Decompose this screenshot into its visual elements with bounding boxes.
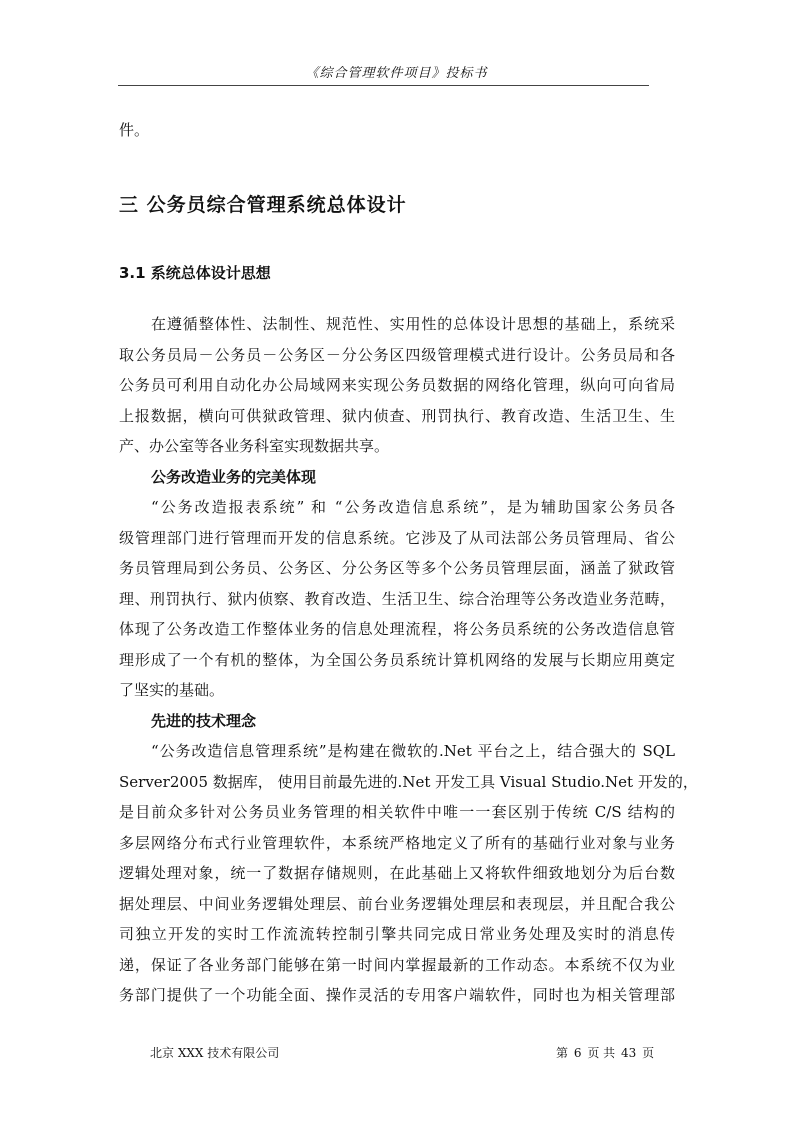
- running-header-title: 《综合管理软件项目》投标书: [305, 66, 488, 81]
- para1-line: 在遵循整体性、法制性、规范性、实用性的总体设计思想的基础上，系统采: [151, 315, 675, 333]
- header-rule: [118, 85, 649, 86]
- para2-line: 务员管理局到公务员、公务区、分公务区等多个公务员管理层面，涵盖了狱政管: [119, 559, 675, 577]
- para3-line: 多层网络分布式行业管理软件，本系统严格地定义了所有的基础行业对象与业务: [119, 834, 675, 852]
- footer-page-prefix: 第: [556, 1046, 569, 1060]
- chapter-title: 三 公务员综合管理系统总体设计: [119, 194, 407, 216]
- subheading-technology: 先进的技术理念: [151, 712, 257, 730]
- para3-line: “公务改造信息管理系统”是构建在微软的.Net 平台之上，结合强大的 SQL: [151, 742, 675, 760]
- para3-line: 务部门提供了一个功能全面、操作灵活的专用客户端软件，同时也为相关管理部: [119, 986, 675, 1004]
- footer-page-suffix: 页: [642, 1046, 655, 1060]
- para3-line: 据处理层、中间业务逻辑处理层、前台业务逻辑处理层和表现层，并且配合我公: [119, 895, 675, 913]
- para1-line: 公务员可利用自动化办公局域网来实现公务员数据的网络化管理，纵向可向省局: [119, 376, 675, 394]
- footer-page-info: [556, 1044, 656, 1061]
- para3-line: 司独立开发的实时工作流流转控制引擎共同完成日常业务处理及实时的消息传: [119, 925, 675, 943]
- para2-line: “公务改造报表系统” 和 “公务改造信息系统”，是为辅助国家公务员各: [151, 498, 675, 516]
- subheading-business: 公务改造业务的完美体现: [151, 468, 317, 486]
- footer-page-number: 6: [573, 1046, 582, 1060]
- para1-line: 上报数据，横向可供狱政管理、狱内侦查、刑罚执行、教育改造、生活卫生、生: [119, 407, 675, 425]
- para3-line: 是目前众多针对公务员业务管理的相关软件中唯一一套区别于传统 C/S 结构的: [119, 803, 675, 821]
- section-title: 3.1 系统总体设计思想: [119, 264, 271, 282]
- para3-line: 递，保证了各业务部门能够在第一时间内掌握最新的工作动态。本系统不仅为业: [119, 956, 675, 974]
- para3-line: Server2005 数据库， 使用目前最先进的.Net 开发工具 Visual Studio.Net 开发的，: [119, 773, 698, 791]
- para3-line: 逻辑处理对象，统一了数据存储规则，在此基础上又将软件细致地划分为后台数: [119, 864, 675, 882]
- footer-company: 北京 XXX 技术有限公司: [150, 1046, 280, 1060]
- footer-page-mid: 页 共: [587, 1046, 616, 1060]
- para2-line: 级管理部门进行管理而开发的信息系统。它涉及了从司法部公务员管理局、省公: [119, 529, 675, 547]
- para2-line: 体现了公务改造工作整体业务的信息处理流程，将公务员系统的公务改造信息管: [119, 620, 675, 638]
- para2-line: 了坚实的基础。: [119, 681, 225, 699]
- carryover-text: 件。: [119, 121, 150, 139]
- para2-line: 理形成了一个有机的整体，为全国公务员系统计算机网络的发展与长期应用奠定: [119, 651, 675, 669]
- para1-line: 取公务员局－公务员－公务区－分公务区四级管理模式进行设计。公务员局和各: [119, 346, 675, 364]
- footer-total-pages: 43: [620, 1046, 637, 1060]
- para1-line: 产、办公室等各业务科室实现数据共享。: [119, 437, 390, 455]
- para2-line: 理、刑罚执行、狱内侦察、教育改造、生活卫生、综合治理等公务改造业务范畴，: [119, 590, 675, 608]
